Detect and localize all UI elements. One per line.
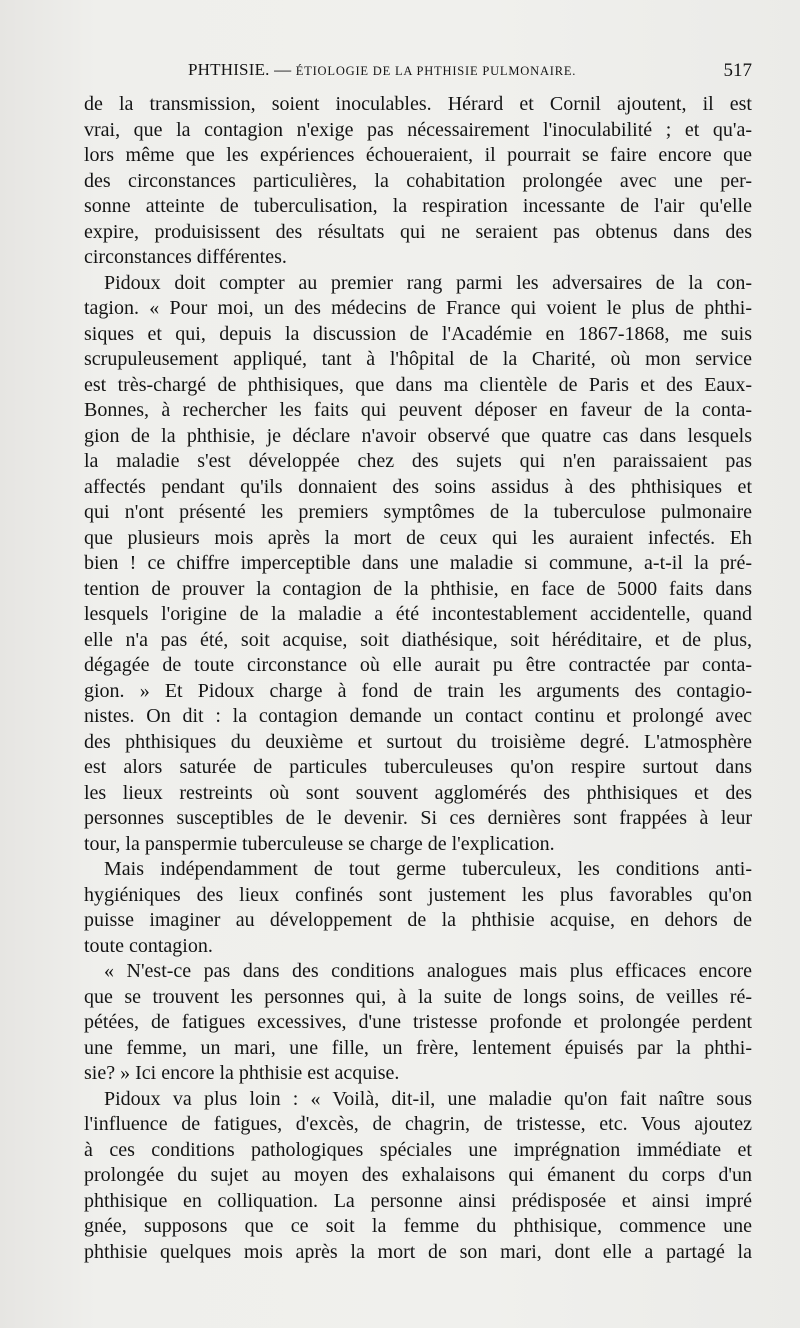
header-subtitle: ÉTIOLOGIE DE LA PHTHISIE PULMONAIRE. bbox=[295, 64, 577, 78]
text-line: Pidoux va plus loin : « Voilà, dit-il, une maladie qu'on fait naître sous bbox=[104, 1087, 752, 1110]
text-line: de la transmission, soient inoculables. Hérard et Cornil ajoutent, il est bbox=[84, 93, 752, 115]
text-line: prolongée du sujet au moyen des exhalaisons qui émanent du corps d'un bbox=[84, 1164, 752, 1186]
text-line: expire, produisissent des résultats qui ne seraient pas obtenus dans des bbox=[84, 220, 752, 243]
text-line: gion de la phthisie, je déclare n'avoir observé que quatre cas dans lesquels bbox=[84, 424, 752, 447]
text-line: toute contagion. bbox=[84, 934, 213, 957]
text-line: à ces conditions pathologiques spéciales une imprégnation immédiate et bbox=[84, 1138, 752, 1161]
text-line: tention de prouver la contagion de la phthisie, en face de 5000 faits dans bbox=[84, 577, 752, 600]
text-line: elle n'a pas été, soit acquise, soit diathésique, soit héréditaire, et de plus, bbox=[84, 628, 752, 651]
text-line: tour, la panspermie tuberculeuse se charge de l'explication. bbox=[84, 832, 555, 855]
text-line: lesquels l'origine de la maladie a été incontestablement accidentelle, quand bbox=[84, 603, 752, 625]
text-line: siques et qui, depuis la discussion de l'Académie en 1867-1868, me suis bbox=[84, 322, 752, 345]
text-line: gion. » Et Pidoux charge à fond de train les arguments des contagio- bbox=[84, 679, 752, 702]
text-line: est très-chargé de phthisiques, que dans ma clientèle de Paris et des Eaux- bbox=[84, 373, 752, 396]
text-line: affectés pendant qu'ils donnaient des soins assidus à des phthisiques et bbox=[84, 475, 752, 498]
header-dash: — bbox=[274, 60, 292, 79]
header-title: PHTHISIE. bbox=[188, 60, 270, 79]
text-line: phthisie quelques mois après la mort de son mari, dont elle a partagé la bbox=[84, 1240, 752, 1263]
text-line: « N'est-ce pas dans des conditions analogues mais plus efficaces encore bbox=[104, 960, 752, 982]
text-line: Bonnes, à rechercher les faits qui peuvent déposer en faveur de la conta- bbox=[84, 399, 752, 421]
body-text bbox=[84, 92, 752, 1265]
text-line: que plusieurs mois après la mort de ceux qui les auraient infectés. Eh bbox=[84, 526, 752, 549]
text-line: des circonstances particulières, la cohabitation prolongée avec une per- bbox=[84, 169, 752, 192]
text-line: la maladie s'est développée chez des sujets qui n'en paraissaient pas bbox=[84, 450, 752, 472]
text-line: est alors saturée de particules tuberculeuses qu'on respire surtout dans bbox=[84, 756, 752, 778]
text-line: qui n'ont présenté les premiers symptômes de la tuberculose pulmonaire bbox=[84, 501, 752, 523]
running-title bbox=[188, 60, 576, 80]
text-line: que se trouvent les personnes qui, à la suite de longs soins, de veilles ré- bbox=[84, 985, 752, 1008]
text-line: dégagée de toute circonstance où elle aurait pu être contractée par conta- bbox=[84, 654, 752, 676]
text-line: les lieux restreints où sont souvent agglomérés des phthisiques et des bbox=[84, 781, 752, 804]
text-line: bien ! ce chiffre imperceptible dans une maladie si commune, a-t-il la pré- bbox=[84, 552, 752, 574]
text-line: Pidoux doit compter au premier rang parmi les adversaires de la con- bbox=[104, 271, 752, 294]
text-line: lors même que les expériences échoueraient, il pourrait se faire encore que bbox=[84, 144, 752, 166]
text-line: scrupuleusement appliqué, tant à l'hôpital de la Charité, où mon service bbox=[84, 348, 752, 370]
text-line: puisse imaginer au développement de la phthisie acquise, en dehors de bbox=[84, 909, 752, 931]
text-line: gnée, supposons que ce soit la femme du phthisique, commence une bbox=[84, 1215, 752, 1237]
text-line: Mais indépendamment de tout germe tuberculeux, les conditions anti- bbox=[104, 858, 752, 880]
text-line: hygiéniques des lieux confinés sont justement les plus favorables qu'on bbox=[84, 883, 752, 906]
running-header bbox=[84, 60, 752, 86]
text-line: pétées, de fatigues excessives, d'une tristesse profonde et prolongée perdent bbox=[84, 1011, 752, 1033]
text-line: l'influence de fatigues, d'excès, de chagrin, de tristesse, etc. Vous ajoutez bbox=[84, 1113, 752, 1135]
text-line: sonne atteinte de tuberculisation, la respiration incessante de l'air qu'elle bbox=[84, 195, 752, 217]
page-number: 517 bbox=[723, 60, 752, 81]
text-line: vrai, que la contagion n'exige pas nécessairement l'inoculabilité ; et qu'a- bbox=[84, 118, 752, 141]
text-line: des phthisiques du deuxième et surtout du troisième degré. L'atmosphère bbox=[84, 730, 752, 753]
text-line: personnes susceptibles de le devenir. Si ces dernières sont frappées à leur bbox=[84, 807, 752, 829]
text-line: circonstances différentes. bbox=[84, 246, 287, 268]
text-line: tagion. « Pour moi, un des médecins de France qui voient le plus de phthi- bbox=[84, 297, 752, 319]
text-line: phthisique en colliquation. La personne ainsi prédisposée et ainsi impré bbox=[84, 1189, 752, 1212]
text-line: nistes. On dit : la contagion demande un contact continu et prolongé avec bbox=[84, 705, 752, 727]
text-line: sie? » Ici encore la phthisie est acquise. bbox=[84, 1062, 400, 1084]
text-line: une femme, un mari, une fille, un frère, lentement épuisés par la phthi- bbox=[84, 1036, 752, 1059]
